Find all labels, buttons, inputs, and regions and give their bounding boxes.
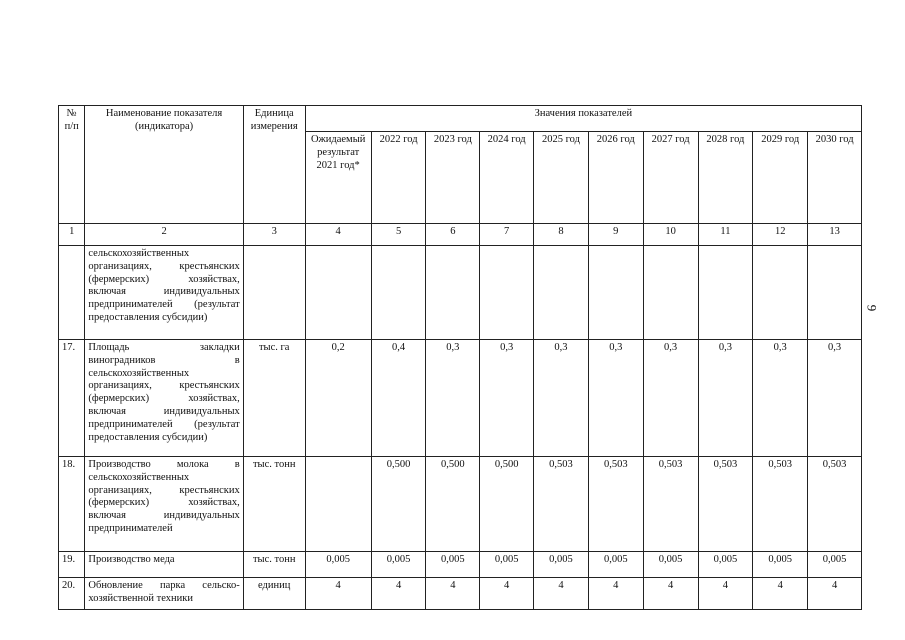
row-name: Производство молока в сельскохозяйственных организациях, крестьянских (фермерских) хозяйствах, включая индивидуальных предпринимателей — [85, 457, 243, 552]
column-number: 13 — [808, 224, 862, 246]
row-value: 0,3 — [808, 340, 862, 457]
header-year: 2027 год — [643, 132, 698, 224]
row-name: Обновление парка сельско-хозяйственной техники — [85, 578, 243, 610]
row-value: 4 — [808, 578, 862, 610]
row-value — [753, 246, 808, 340]
row-unit: единиц — [243, 578, 305, 610]
row-value: 0,503 — [698, 457, 753, 552]
row-value: 0,500 — [426, 457, 480, 552]
table-row — [59, 457, 862, 552]
row-value: 4 — [305, 578, 371, 610]
table-row — [59, 552, 862, 578]
row-num: 17. — [59, 340, 85, 457]
header-year: 2022 год — [371, 132, 426, 224]
row-value — [588, 246, 643, 340]
table-row — [59, 340, 862, 457]
table-row — [59, 246, 862, 340]
header-values-group: Значения показателей — [305, 106, 861, 132]
row-value: 0,005 — [753, 552, 808, 578]
row-num: 19. — [59, 552, 85, 578]
row-value: 4 — [588, 578, 643, 610]
header-year: 2024 год — [480, 132, 534, 224]
header-year: 2028 год — [698, 132, 753, 224]
row-value: 4 — [753, 578, 808, 610]
row-value — [480, 246, 534, 340]
row-value — [808, 246, 862, 340]
row-value: 0,503 — [534, 457, 589, 552]
row-value: 0,4 — [371, 340, 426, 457]
column-number: 4 — [305, 224, 371, 246]
row-value: 0,3 — [753, 340, 808, 457]
column-number: 12 — [753, 224, 808, 246]
column-number: 11 — [698, 224, 753, 246]
row-name: Производство меда — [85, 552, 243, 578]
row-value: 0,503 — [588, 457, 643, 552]
table-row — [59, 578, 862, 610]
page-number: 9 — [864, 304, 880, 312]
row-num — [59, 246, 85, 340]
row-unit: тыс. тонн — [243, 552, 305, 578]
header-row — [59, 106, 862, 132]
row-value: 4 — [698, 578, 753, 610]
row-value: 0,3 — [698, 340, 753, 457]
row-value: 0,3 — [643, 340, 698, 457]
header-name: Наименование показателя (индикатора) — [85, 106, 243, 224]
row-value: 0,3 — [588, 340, 643, 457]
row-value: 0,005 — [534, 552, 589, 578]
row-value — [371, 246, 426, 340]
row-unit — [243, 246, 305, 340]
column-number: 10 — [643, 224, 698, 246]
row-num: 18. — [59, 457, 85, 552]
row-value: 4 — [371, 578, 426, 610]
row-value — [305, 457, 371, 552]
row-unit: тыс. тонн — [243, 457, 305, 552]
row-value: 0,005 — [698, 552, 753, 578]
row-value: 0,503 — [753, 457, 808, 552]
indicators-table — [58, 105, 862, 610]
header-year: 2026 год — [588, 132, 643, 224]
row-value: 0,3 — [480, 340, 534, 457]
column-number: 1 — [59, 224, 85, 246]
row-value: 4 — [426, 578, 480, 610]
column-numbers-row — [59, 224, 862, 246]
header-year: 2025 год — [534, 132, 589, 224]
header-year: 2030 год — [808, 132, 862, 224]
row-num: 20. — [59, 578, 85, 610]
row-value: 0,503 — [643, 457, 698, 552]
row-value: 4 — [480, 578, 534, 610]
header-num: № п/п — [59, 106, 85, 224]
row-value: 0,005 — [305, 552, 371, 578]
row-value: 0,005 — [371, 552, 426, 578]
row-value: 0,503 — [808, 457, 862, 552]
header-year: 2023 год — [426, 132, 480, 224]
header-year: Ожидаемый результат 2021 год* — [305, 132, 371, 224]
row-value — [534, 246, 589, 340]
header-year: 2029 год — [753, 132, 808, 224]
column-number: 3 — [243, 224, 305, 246]
row-value: 4 — [643, 578, 698, 610]
row-value — [426, 246, 480, 340]
row-value: 0,3 — [534, 340, 589, 457]
row-value: 0,005 — [426, 552, 480, 578]
row-name: сельскохозяйственных организациях, крестьянских (фермерских) хозяйствах, включая индивидуальных предпринимателей (результат предоставления субсидии) — [85, 246, 243, 340]
row-value: 0,2 — [305, 340, 371, 457]
row-value: 0,005 — [643, 552, 698, 578]
column-number: 7 — [480, 224, 534, 246]
row-value — [305, 246, 371, 340]
row-value — [698, 246, 753, 340]
row-value: 4 — [534, 578, 589, 610]
row-value: 0,005 — [808, 552, 862, 578]
column-number: 2 — [85, 224, 243, 246]
row-value — [643, 246, 698, 340]
row-value: 0,3 — [426, 340, 480, 457]
row-value: 0,005 — [588, 552, 643, 578]
column-number: 6 — [426, 224, 480, 246]
row-value: 0,500 — [371, 457, 426, 552]
row-unit: тыс. га — [243, 340, 305, 457]
header-unit: Единица измерения — [243, 106, 305, 224]
column-number: 9 — [588, 224, 643, 246]
row-value: 0,005 — [480, 552, 534, 578]
row-value: 0,500 — [480, 457, 534, 552]
column-number: 5 — [371, 224, 426, 246]
row-name: Площадь закладки виноградников в сельскохозяйственных организациях, крестьянских (фермерских) хозяйствах, включая индивидуальных предпринимателей (результат предоставления субсидии) — [85, 340, 243, 457]
column-number: 8 — [534, 224, 589, 246]
